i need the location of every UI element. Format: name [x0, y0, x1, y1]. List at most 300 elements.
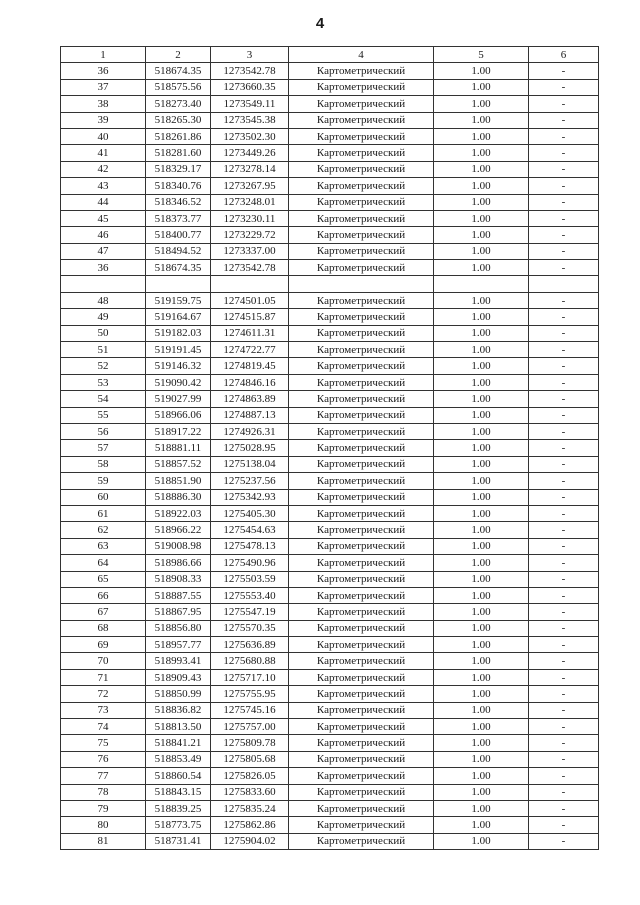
method-cell: Картометрический — [289, 604, 434, 620]
table-row — [61, 620, 599, 636]
method-cell: Картометрический — [289, 243, 434, 259]
note-cell: - — [529, 79, 599, 95]
method-cell: Картометрический — [289, 637, 434, 653]
method-cell: Картометрический — [289, 358, 434, 374]
y-coordinate-cell: 1275454.63 — [211, 522, 289, 538]
y-coordinate-cell: 1273229.72 — [211, 227, 289, 243]
y-coordinate-cell: 1273267.95 — [211, 178, 289, 194]
note-cell: - — [529, 63, 599, 79]
x-coordinate-cell: 518853.49 — [146, 751, 211, 767]
point-number-cell: 75 — [61, 735, 146, 751]
x-coordinate-cell: 518329.17 — [146, 161, 211, 177]
method-cell: Картометрический — [289, 178, 434, 194]
table-row — [61, 751, 599, 767]
x-coordinate-cell: 519146.32 — [146, 358, 211, 374]
method-cell: Картометрический — [289, 800, 434, 816]
accuracy-cell: 1.00 — [434, 79, 529, 95]
table-row — [61, 145, 599, 161]
method-cell: Картометрический — [289, 555, 434, 571]
method-cell: Картометрический — [289, 473, 434, 489]
point-number-cell: 72 — [61, 686, 146, 702]
y-coordinate-cell: 1275237.56 — [211, 473, 289, 489]
x-coordinate-cell — [146, 276, 211, 292]
y-coordinate-cell: 1275342.93 — [211, 489, 289, 505]
point-number-cell: 45 — [61, 210, 146, 226]
point-number-cell: 53 — [61, 374, 146, 390]
coordinates-table — [60, 46, 599, 850]
accuracy-cell: 1.00 — [434, 391, 529, 407]
accuracy-cell: 1.00 — [434, 423, 529, 439]
note-cell: - — [529, 751, 599, 767]
method-cell: Картометрический — [289, 391, 434, 407]
accuracy-cell: 1.00 — [434, 112, 529, 128]
note-cell: - — [529, 145, 599, 161]
point-number-cell: 58 — [61, 456, 146, 472]
x-coordinate-cell: 518494.52 — [146, 243, 211, 259]
note-cell: - — [529, 473, 599, 489]
note-cell: - — [529, 817, 599, 833]
table-row — [61, 292, 599, 308]
method-cell: Картометрический — [289, 522, 434, 538]
table-row — [61, 358, 599, 374]
accuracy-cell: 1.00 — [434, 833, 529, 849]
note-cell: - — [529, 456, 599, 472]
table-row — [61, 489, 599, 505]
method-cell: Картометрический — [289, 342, 434, 358]
accuracy-cell — [434, 276, 529, 292]
point-number-cell: 69 — [61, 637, 146, 653]
method-cell: Картометрический — [289, 128, 434, 144]
table-row — [61, 719, 599, 735]
x-coordinate-cell: 518340.76 — [146, 178, 211, 194]
accuracy-cell: 1.00 — [434, 63, 529, 79]
accuracy-cell: 1.00 — [434, 522, 529, 538]
table-row — [61, 456, 599, 472]
y-coordinate-cell: 1275833.60 — [211, 784, 289, 800]
point-number-cell: 57 — [61, 440, 146, 456]
note-cell: - — [529, 505, 599, 521]
table-row — [61, 735, 599, 751]
x-coordinate-cell: 518773.75 — [146, 817, 211, 833]
table-row — [61, 243, 599, 259]
point-number-cell: 51 — [61, 342, 146, 358]
table-row — [61, 342, 599, 358]
x-coordinate-cell: 518908.33 — [146, 571, 211, 587]
x-coordinate-cell: 518346.52 — [146, 194, 211, 210]
point-number-cell: 55 — [61, 407, 146, 423]
point-number-cell: 74 — [61, 719, 146, 735]
x-coordinate-cell: 518836.82 — [146, 702, 211, 718]
x-coordinate-cell: 519090.42 — [146, 374, 211, 390]
point-number-cell: 52 — [61, 358, 146, 374]
x-coordinate-cell: 518400.77 — [146, 227, 211, 243]
x-coordinate-cell: 519182.03 — [146, 325, 211, 341]
method-cell: Картометрический — [289, 505, 434, 521]
table-row — [61, 686, 599, 702]
y-coordinate-cell: 1274926.31 — [211, 423, 289, 439]
method-cell: Картометрический — [289, 423, 434, 439]
column-header-6: 6 — [529, 47, 599, 63]
y-coordinate-cell: 1274501.05 — [211, 292, 289, 308]
accuracy-cell: 1.00 — [434, 227, 529, 243]
x-coordinate-cell: 518957.77 — [146, 637, 211, 653]
table-body — [61, 63, 599, 850]
accuracy-cell: 1.00 — [434, 325, 529, 341]
point-number-cell: 63 — [61, 538, 146, 554]
note-cell: - — [529, 440, 599, 456]
table-row — [61, 784, 599, 800]
note-cell: - — [529, 637, 599, 653]
method-cell: Картометрический — [289, 63, 434, 79]
method-cell: Картометрический — [289, 407, 434, 423]
y-coordinate-cell: 1275405.30 — [211, 505, 289, 521]
x-coordinate-cell: 518886.30 — [146, 489, 211, 505]
point-number-cell: 62 — [61, 522, 146, 538]
accuracy-cell: 1.00 — [434, 178, 529, 194]
point-number-cell: 48 — [61, 292, 146, 308]
x-coordinate-cell: 518373.77 — [146, 210, 211, 226]
method-cell: Картометрический — [289, 96, 434, 112]
table-row — [61, 178, 599, 194]
note-cell: - — [529, 489, 599, 505]
method-cell: Картометрический — [289, 210, 434, 226]
point-number-cell: 42 — [61, 161, 146, 177]
method-cell: Картометрический — [289, 374, 434, 390]
x-coordinate-cell: 518265.30 — [146, 112, 211, 128]
note-cell: - — [529, 833, 599, 849]
table-row — [61, 833, 599, 849]
x-coordinate-cell: 518860.54 — [146, 768, 211, 784]
y-coordinate-cell: 1273542.78 — [211, 260, 289, 276]
x-coordinate-cell: 518966.22 — [146, 522, 211, 538]
y-coordinate-cell: 1275805.68 — [211, 751, 289, 767]
note-cell — [529, 276, 599, 292]
y-coordinate-cell: 1274863.89 — [211, 391, 289, 407]
table-row — [61, 210, 599, 226]
note-cell: - — [529, 194, 599, 210]
method-cell: Картометрический — [289, 686, 434, 702]
point-number-cell: 59 — [61, 473, 146, 489]
table-row — [61, 161, 599, 177]
x-coordinate-cell: 518986.66 — [146, 555, 211, 571]
accuracy-cell: 1.00 — [434, 653, 529, 669]
table-row — [61, 522, 599, 538]
y-coordinate-cell: 1275745.16 — [211, 702, 289, 718]
column-header-5: 5 — [434, 47, 529, 63]
method-cell: Картометрический — [289, 571, 434, 587]
point-number-cell: 46 — [61, 227, 146, 243]
method-cell: Картометрический — [289, 719, 434, 735]
accuracy-cell: 1.00 — [434, 145, 529, 161]
point-number-cell: 68 — [61, 620, 146, 636]
table-row — [61, 96, 599, 112]
method-cell: Картометрический — [289, 325, 434, 341]
accuracy-cell: 1.00 — [434, 735, 529, 751]
accuracy-cell: 1.00 — [434, 768, 529, 784]
y-coordinate-cell: 1275636.89 — [211, 637, 289, 653]
accuracy-cell: 1.00 — [434, 194, 529, 210]
note-cell: - — [529, 178, 599, 194]
note-cell: - — [529, 784, 599, 800]
accuracy-cell: 1.00 — [434, 292, 529, 308]
accuracy-cell: 1.00 — [434, 800, 529, 816]
point-number-cell: 76 — [61, 751, 146, 767]
y-coordinate-cell: 1275835.24 — [211, 800, 289, 816]
y-coordinate-cell: 1274722.77 — [211, 342, 289, 358]
x-coordinate-cell: 519191.45 — [146, 342, 211, 358]
note-cell: - — [529, 702, 599, 718]
note-cell: - — [529, 342, 599, 358]
table-row — [61, 325, 599, 341]
method-cell: Картометрический — [289, 833, 434, 849]
accuracy-cell: 1.00 — [434, 260, 529, 276]
point-number-cell: 60 — [61, 489, 146, 505]
note-cell: - — [529, 227, 599, 243]
x-coordinate-cell: 518887.55 — [146, 587, 211, 603]
method-cell: Картометрический — [289, 145, 434, 161]
table-row — [61, 669, 599, 685]
point-number-cell: 77 — [61, 768, 146, 784]
note-cell: - — [529, 358, 599, 374]
note-cell: - — [529, 112, 599, 128]
y-coordinate-cell: 1273549.11 — [211, 96, 289, 112]
note-cell: - — [529, 391, 599, 407]
table-row — [61, 604, 599, 620]
y-coordinate-cell: 1273278.14 — [211, 161, 289, 177]
y-coordinate-cell: 1274819.45 — [211, 358, 289, 374]
note-cell: - — [529, 735, 599, 751]
y-coordinate-cell: 1275478.13 — [211, 538, 289, 554]
accuracy-cell: 1.00 — [434, 358, 529, 374]
point-number-cell: 47 — [61, 243, 146, 259]
method-cell: Картометрический — [289, 456, 434, 472]
y-coordinate-cell: 1273660.35 — [211, 79, 289, 95]
point-number-cell: 39 — [61, 112, 146, 128]
y-coordinate-cell: 1275862.86 — [211, 817, 289, 833]
accuracy-cell: 1.00 — [434, 456, 529, 472]
point-number-cell: 64 — [61, 555, 146, 571]
y-coordinate-cell: 1273502.30 — [211, 128, 289, 144]
y-coordinate-cell: 1274887.13 — [211, 407, 289, 423]
table-row — [61, 194, 599, 210]
note-cell: - — [529, 604, 599, 620]
accuracy-cell: 1.00 — [434, 751, 529, 767]
method-cell: Картометрический — [289, 669, 434, 685]
point-number-cell: 65 — [61, 571, 146, 587]
x-coordinate-cell: 518881.11 — [146, 440, 211, 456]
method-cell: Картометрический — [289, 587, 434, 603]
method-cell: Картометрический — [289, 538, 434, 554]
accuracy-cell: 1.00 — [434, 473, 529, 489]
note-cell: - — [529, 210, 599, 226]
y-coordinate-cell: 1273248.01 — [211, 194, 289, 210]
accuracy-cell: 1.00 — [434, 489, 529, 505]
method-cell: Картометрический — [289, 194, 434, 210]
x-coordinate-cell: 518674.35 — [146, 63, 211, 79]
method-cell: Картометрический — [289, 735, 434, 751]
accuracy-cell: 1.00 — [434, 817, 529, 833]
table-row — [61, 309, 599, 325]
note-cell: - — [529, 555, 599, 571]
x-coordinate-cell: 518839.25 — [146, 800, 211, 816]
point-number-cell: 81 — [61, 833, 146, 849]
y-coordinate-cell: 1275553.40 — [211, 587, 289, 603]
table-row — [61, 817, 599, 833]
table-row — [61, 800, 599, 816]
table-row — [61, 374, 599, 390]
note-cell: - — [529, 423, 599, 439]
column-header-1: 1 — [61, 47, 146, 63]
y-coordinate-cell: 1274846.16 — [211, 374, 289, 390]
accuracy-cell: 1.00 — [434, 702, 529, 718]
accuracy-cell: 1.00 — [434, 538, 529, 554]
x-coordinate-cell: 518813.50 — [146, 719, 211, 735]
accuracy-cell: 1.00 — [434, 669, 529, 685]
table-row — [61, 391, 599, 407]
table-row — [61, 571, 599, 587]
method-cell: Картометрический — [289, 653, 434, 669]
point-number-cell: 80 — [61, 817, 146, 833]
y-coordinate-cell: 1275547.19 — [211, 604, 289, 620]
y-coordinate-cell: 1273542.78 — [211, 63, 289, 79]
point-number-cell: 54 — [61, 391, 146, 407]
accuracy-cell: 1.00 — [434, 637, 529, 653]
note-cell: - — [529, 768, 599, 784]
table-header-row — [61, 47, 599, 63]
point-number-cell: 43 — [61, 178, 146, 194]
table-row — [61, 587, 599, 603]
table-row — [61, 637, 599, 653]
y-coordinate-cell: 1275570.35 — [211, 620, 289, 636]
method-cell: Картометрический — [289, 702, 434, 718]
x-coordinate-cell: 518843.15 — [146, 784, 211, 800]
note-cell: - — [529, 374, 599, 390]
note-cell: - — [529, 800, 599, 816]
table-row — [61, 653, 599, 669]
method-cell: Картометрический — [289, 260, 434, 276]
accuracy-cell: 1.00 — [434, 342, 529, 358]
accuracy-cell: 1.00 — [434, 604, 529, 620]
x-coordinate-cell: 518841.21 — [146, 735, 211, 751]
point-number-cell: 50 — [61, 325, 146, 341]
accuracy-cell: 1.00 — [434, 374, 529, 390]
note-cell: - — [529, 309, 599, 325]
note-cell: - — [529, 719, 599, 735]
accuracy-cell: 1.00 — [434, 784, 529, 800]
table-row — [61, 473, 599, 489]
x-coordinate-cell: 518857.52 — [146, 456, 211, 472]
point-number-cell: 49 — [61, 309, 146, 325]
x-coordinate-cell: 519164.67 — [146, 309, 211, 325]
accuracy-cell: 1.00 — [434, 555, 529, 571]
point-number-cell: 73 — [61, 702, 146, 718]
y-coordinate-cell: 1274611.31 — [211, 325, 289, 341]
x-coordinate-cell: 518993.41 — [146, 653, 211, 669]
x-coordinate-cell: 518674.35 — [146, 260, 211, 276]
point-number-cell: 79 — [61, 800, 146, 816]
method-cell: Картометрический — [289, 79, 434, 95]
note-cell: - — [529, 620, 599, 636]
point-number-cell — [61, 276, 146, 292]
y-coordinate-cell: 1275757.00 — [211, 719, 289, 735]
y-coordinate-cell — [211, 276, 289, 292]
point-number-cell: 37 — [61, 79, 146, 95]
x-coordinate-cell: 519027.99 — [146, 391, 211, 407]
note-cell: - — [529, 571, 599, 587]
x-coordinate-cell: 519159.75 — [146, 292, 211, 308]
point-number-cell: 67 — [61, 604, 146, 620]
note-cell: - — [529, 325, 599, 341]
x-coordinate-cell: 518851.90 — [146, 473, 211, 489]
table-row — [61, 702, 599, 718]
note-cell: - — [529, 522, 599, 538]
method-cell: Картометрический — [289, 751, 434, 767]
point-number-cell: 70 — [61, 653, 146, 669]
x-coordinate-cell: 519008.98 — [146, 538, 211, 554]
method-cell: Картометрический — [289, 784, 434, 800]
note-cell: - — [529, 587, 599, 603]
note-cell: - — [529, 538, 599, 554]
y-coordinate-cell: 1275809.78 — [211, 735, 289, 751]
x-coordinate-cell: 518966.06 — [146, 407, 211, 423]
point-number-cell: 36 — [61, 63, 146, 79]
x-coordinate-cell: 518261.86 — [146, 128, 211, 144]
x-coordinate-cell: 518867.95 — [146, 604, 211, 620]
method-cell: Картометрический — [289, 292, 434, 308]
accuracy-cell: 1.00 — [434, 620, 529, 636]
y-coordinate-cell: 1275826.05 — [211, 768, 289, 784]
table-row — [61, 440, 599, 456]
column-header-4: 4 — [289, 47, 434, 63]
table-row — [61, 555, 599, 571]
method-cell: Картометрический — [289, 817, 434, 833]
table-row — [61, 423, 599, 439]
y-coordinate-cell: 1273337.00 — [211, 243, 289, 259]
method-cell: Картометрический — [289, 112, 434, 128]
accuracy-cell: 1.00 — [434, 440, 529, 456]
method-cell: Картометрический — [289, 489, 434, 505]
column-header-2: 2 — [146, 47, 211, 63]
y-coordinate-cell: 1273545.38 — [211, 112, 289, 128]
accuracy-cell: 1.00 — [434, 719, 529, 735]
note-cell: - — [529, 128, 599, 144]
point-number-cell: 56 — [61, 423, 146, 439]
accuracy-cell: 1.00 — [434, 309, 529, 325]
y-coordinate-cell: 1275503.59 — [211, 571, 289, 587]
method-cell: Картометрический — [289, 440, 434, 456]
accuracy-cell: 1.00 — [434, 686, 529, 702]
note-cell: - — [529, 96, 599, 112]
method-cell: Картометрический — [289, 309, 434, 325]
accuracy-cell: 1.00 — [434, 505, 529, 521]
x-coordinate-cell: 518850.99 — [146, 686, 211, 702]
accuracy-cell: 1.00 — [434, 407, 529, 423]
method-cell — [289, 276, 434, 292]
method-cell: Картометрический — [289, 227, 434, 243]
accuracy-cell: 1.00 — [434, 571, 529, 587]
y-coordinate-cell: 1273230.11 — [211, 210, 289, 226]
accuracy-cell: 1.00 — [434, 128, 529, 144]
point-number-cell: 36 — [61, 260, 146, 276]
x-coordinate-cell: 518922.03 — [146, 505, 211, 521]
y-coordinate-cell: 1275028.95 — [211, 440, 289, 456]
note-cell: - — [529, 161, 599, 177]
page-number: 4 — [315, 15, 325, 32]
point-number-cell: 78 — [61, 784, 146, 800]
point-number-cell: 71 — [61, 669, 146, 685]
y-coordinate-cell: 1275138.04 — [211, 456, 289, 472]
x-coordinate-cell: 518917.22 — [146, 423, 211, 439]
